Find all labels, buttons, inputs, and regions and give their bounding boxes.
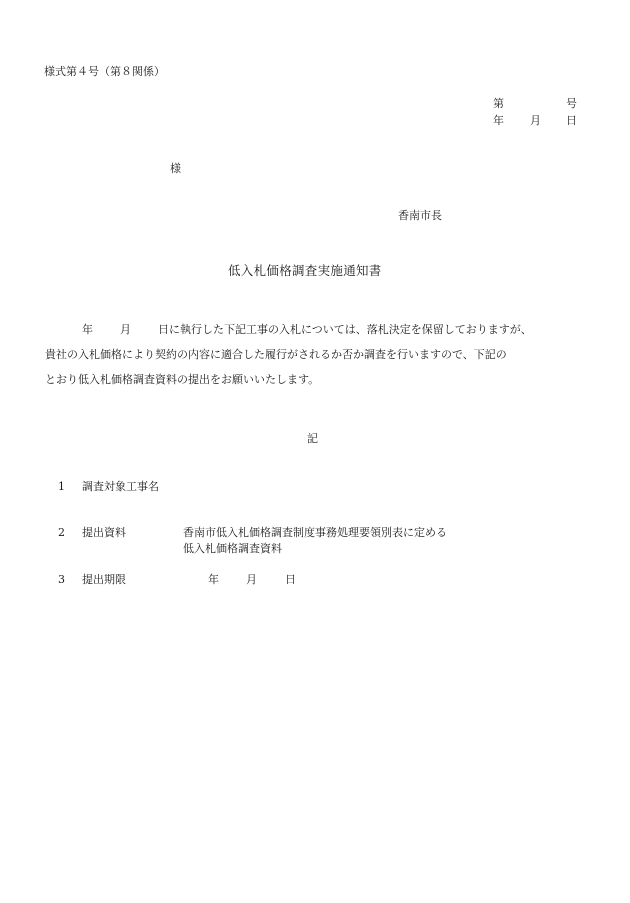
item-label-project-name: 調査対象工事名 — [82, 480, 159, 493]
item-label-deadline: 提出期限 — [82, 573, 126, 586]
document-title: 低入札価格調査実施通知書 — [228, 263, 382, 278]
recipient-honorific: 様 — [170, 162, 181, 175]
document-number-prefix: 第 — [493, 97, 504, 110]
issue-date-day: 日 — [566, 114, 577, 127]
body-line1: 日に執行した下記工事の入札については、落札決定を保留しておりますが、 — [158, 323, 532, 336]
item-label-submission-materials: 提出資料 — [82, 526, 126, 539]
body-year: 年 — [82, 323, 93, 336]
deadline-day: 日 — [285, 573, 296, 586]
item-number: 2 — [58, 526, 65, 539]
body-line3: とおり低入札価格調査資料の提出をお願いいたします。 — [45, 373, 320, 386]
body-month: 月 — [120, 323, 131, 336]
item-number: 1 — [58, 480, 65, 493]
issuer-name: 香南市長 — [398, 209, 442, 222]
item-value-materials-line1: 香南市低入札価格調査制度事務処理要領別表に定める — [183, 526, 447, 539]
form-number: 様式第４号（第８関係） — [44, 65, 165, 78]
ki-heading: 記 — [307, 432, 318, 445]
deadline-year: 年 — [208, 573, 219, 586]
body-line2: 貴社の入札価格により契約の内容に適合した履行がされるか否か調査を行いますので、下記の — [45, 348, 507, 361]
deadline-month: 月 — [246, 573, 257, 586]
document-number-suffix: 号 — [566, 97, 577, 110]
issue-date-month: 月 — [530, 114, 541, 127]
item-value-materials-line2: 低入札価格調査資料 — [183, 542, 282, 555]
item-number: 3 — [58, 573, 65, 586]
issue-date-year: 年 — [493, 114, 504, 127]
